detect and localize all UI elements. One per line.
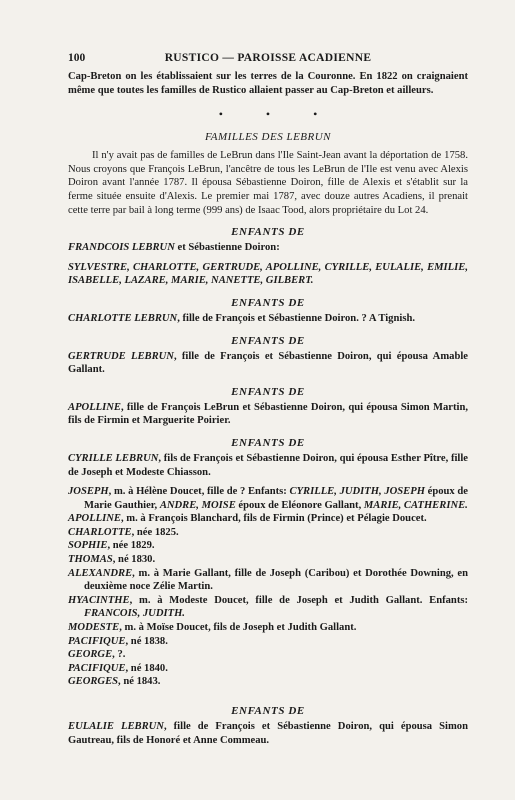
heading-enfants-de-5: ENFANTS DE [231, 436, 305, 449]
heading-enfants-de-1: ENFANTS DE [231, 226, 305, 239]
entry-child: THOMAS, né 1830. [68, 554, 156, 566]
block-francois: FRANDCOIS LEBRUN et Sébastienne Doiron: [68, 242, 280, 254]
paragraph-1: Il n'y avait pas de familles de LeBrun dans l'Ile Saint-Jean avant la déportation de 1758. Nous croyons que François LeBrun, l'ancêtre de tous les LeBrun de l'Ile est venu avec Alexis Doiron avant l'année 1787. Il épousa Sébastienne Doiron, fille de Alexis et s'établit sur la ferme située ensuite d'Alexis. Le premier mai 1787, avec douze autres Acadiens, il prenait cette terre par bail à long terme (999 ans) de Isaac Tood, alors propriétaire du Lot 24. [68, 150, 468, 216]
entry-child: ALEXANDRE, m. à Marie Gallant, fille de Joseph (Caribou) et Dorothée Downing, en deuxième noce Zélie Martin. [68, 567, 468, 593]
entry-child: GEORGE, ?. [68, 649, 126, 661]
person-name: GERTRUDE LEBRUN [68, 350, 174, 362]
entry-child: APOLLINE, m. à François Blanchard, fils de Firmin (Prince) et Pélagie Doucet. [68, 513, 427, 525]
person-name: FRANDCOIS LEBRUN [68, 242, 175, 254]
block-eulalie: EULALIE LEBRUN, fille de François et Sébastienne Doiron, qui épousa Simon Gautreau, fils de Honoré et Anne Commeau. [68, 721, 468, 746]
document-page [68, 52, 468, 747]
person-name: EULALIE LEBRUN [68, 721, 164, 732]
page-number: 100 [68, 52, 86, 64]
entry-child: PACIFIQUE, né 1840. [68, 662, 168, 674]
entry-child: SOPHIE, née 1829. [68, 540, 155, 552]
running-head: RUSTICO — PAROISSE ACADIENNE [164, 52, 372, 64]
intro-paragraph: Cap-Breton on les établissaient sur les terres de la Couronne. En 1822 on craignaient même que toutes les familles de Rustico allaient passer au Cap-Breton et ailleurs. [68, 71, 468, 96]
block-gertrude: GERTRUDE LEBRUN, fille de François et Sébastienne Doiron, qui épousa Amable Gallant. [68, 350, 468, 376]
person-name: CYRILLE LEBRUN [68, 452, 159, 464]
heading-enfants-de-2: ENFANTS DE [231, 296, 305, 309]
entry-joseph: JOSEPH, m. à Hélène Doucet, fille de ? Enfants: CYRILLE, JUDITH, JOSEPH époux de Marie Gauthier, ANDRE, MOISE époux de Eléonore Gallant, MARIE, CATHERINE. [68, 486, 468, 511]
heading-enfants-de-3: ENFANTS DE [231, 334, 305, 347]
entry-child: GEORGES, né 1843. [68, 676, 161, 688]
entry-child: MODESTE, m. à Moïse Doucet, fils de Joseph et Judith Gallant. [68, 622, 357, 634]
person-name: APOLLINE [68, 401, 121, 413]
heading-enfants-de-6: ENFANTS DE [231, 705, 305, 717]
block-apolline: APOLLINE, fille de François LeBrun et Sébastienne Doiron, qui épousa Simon Martin, fils de Firmin et Marguerite Poirier. [68, 401, 468, 427]
section-title: FAMILLES DES LEBRUN [204, 131, 332, 144]
entry-child: PACIFIQUE, né 1838. [68, 635, 168, 647]
block-charlotte: CHARLOTTE LEBRUN, fille de François et Sébastienne Doiron. ? A Tignish. [68, 312, 415, 324]
block-cyrille: CYRILLE LEBRUN, fils de François et Sébastienne Doiron, qui épousa Esther Pître, fille de Joseph et Modeste Chiasson. [68, 452, 469, 478]
francois-children-list: SYLVESTRE, CHARLOTTE, GERTRUDE, APOLLINE, CYRILLE, EULALIE, EMILIE, ISABELLE, LAZARE, MARIE, NANETTE, GILBERT. [68, 261, 468, 287]
entry-hyacinthe: HYACINTHE, m. à Modeste Doucet, fille de Joseph et Judith Gallant. Enfants: FRANCOIS, JUDITH. [68, 594, 468, 620]
separator: • • • [218, 107, 338, 122]
person-name: CHARLOTTE LEBRUN [68, 312, 178, 324]
entry-child: CHARLOTTE, née 1825. [68, 526, 179, 538]
page-header [68, 52, 468, 70]
heading-enfants-de-4: ENFANTS DE [231, 385, 305, 398]
